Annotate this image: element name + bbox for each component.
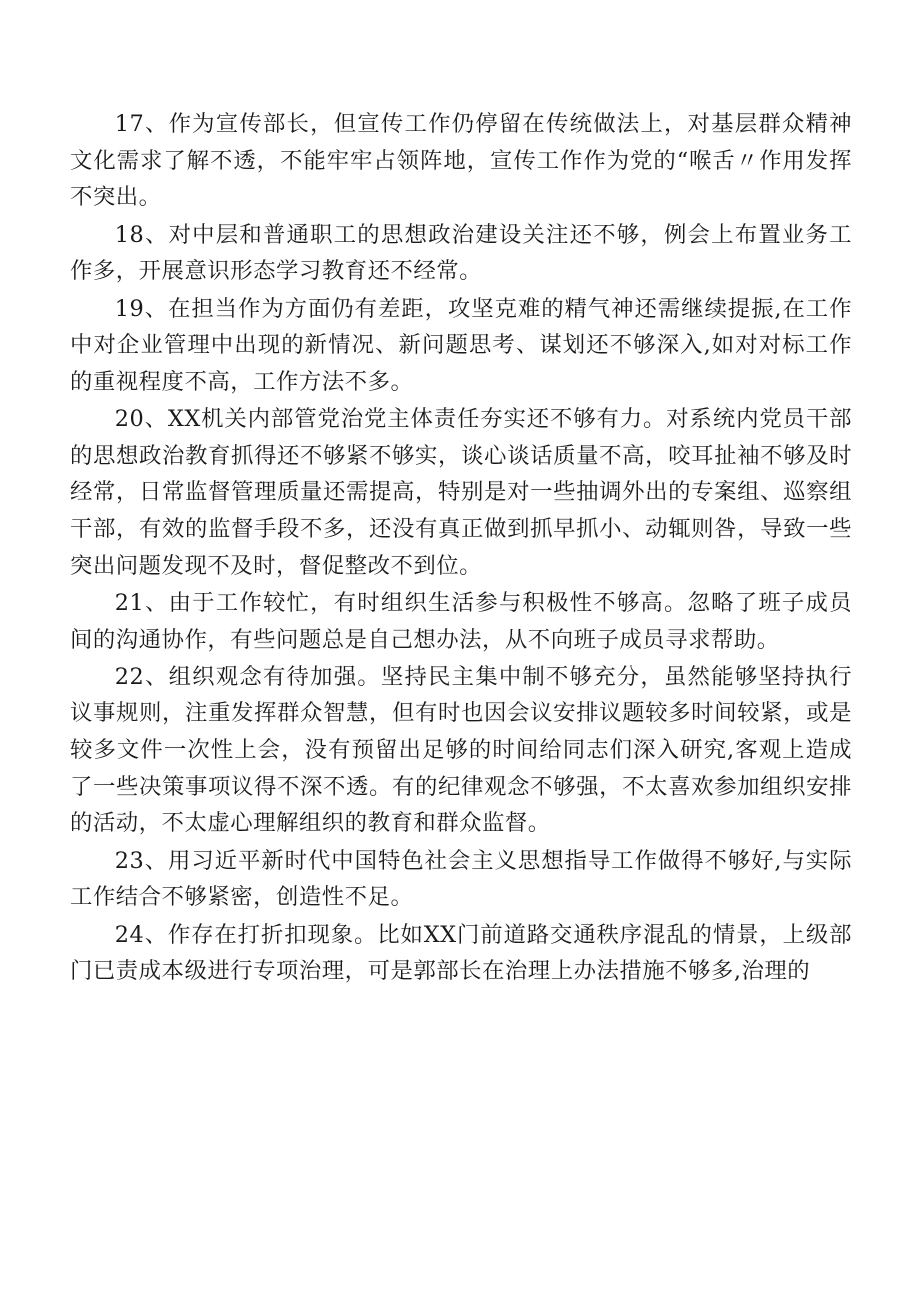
paragraph-21: 21、由于工作较忙，有时组织生活参与积极性不够高。忽略了班子成员间的沟通协作，有些问题总是自己想办法，从不向班子成员寻求帮助。 (70, 589, 852, 653)
document-body (70, 106, 852, 991)
paragraph-22: 22、组织观念有待加强。坚持民主集中制不够充分，虽然能够坚持执行议事规则，注重发挥群众智慧，但有时也因会议安排议题较多时间较紧，或是较多文件一次性上会，没有预留出足够的时间给同志们深入研究,客观上造成了一些决策事项议得不深不透。有的纪律观念不够强，不太喜欢参加组织安排的活动，不太虚心理解组织的教育和群众监督。 (70, 663, 852, 837)
paragraph-17: 17、作为宣传部长，但宣传工作仍停留在传统做法上，对基层群众精神文化需求了解不透，不能牢牢占领阵地，宣传工作作为党的“喉舌〃作用发挥不突出。 (70, 111, 852, 211)
paragraph-19: 19、在担当作为方面仍有差距，攻坚克难的精气神还需继续提振,在工作中对企业管理中出现的新情况、新问题思考、谋划还不够深入,如对对标工作的重视程度不高，工作方法不多。 (70, 295, 852, 395)
paragraph-18: 18、对中层和普通职工的思想政治建设关注还不够，例会上布置业务工作多，开展意识形态学习教育还不经常。 (70, 221, 852, 285)
paragraph-23: 23、用习近平新时代中国特色社会主义思想指导工作做得不够好,与实际工作结合不够紧密，创造性不足。 (70, 847, 852, 911)
paragraph-24: 24、作存在打折扣现象。比如XX门前道路交通秩序混乱的情景，上级部门已责成本级进行专项治理，可是郭部长在治理上办法措施不够多,治理的 (70, 921, 852, 985)
paragraph-20: 20、XX机关内部管党治党主体责任夯实还不够有力。对系统内党员干部的思想政治教育抓得还不够紧不够实，谈心谈话质量不高，咬耳扯袖不够及时经常，日常监督管理质量还需提高，特别是对一些抽调外出的专案组、巡察组干部，有效的监督手段不多，还没有真正做到抓早抓小、动辄则咎，导致一些突出问题发现不及时，督促整改不到位。 (70, 406, 852, 579)
